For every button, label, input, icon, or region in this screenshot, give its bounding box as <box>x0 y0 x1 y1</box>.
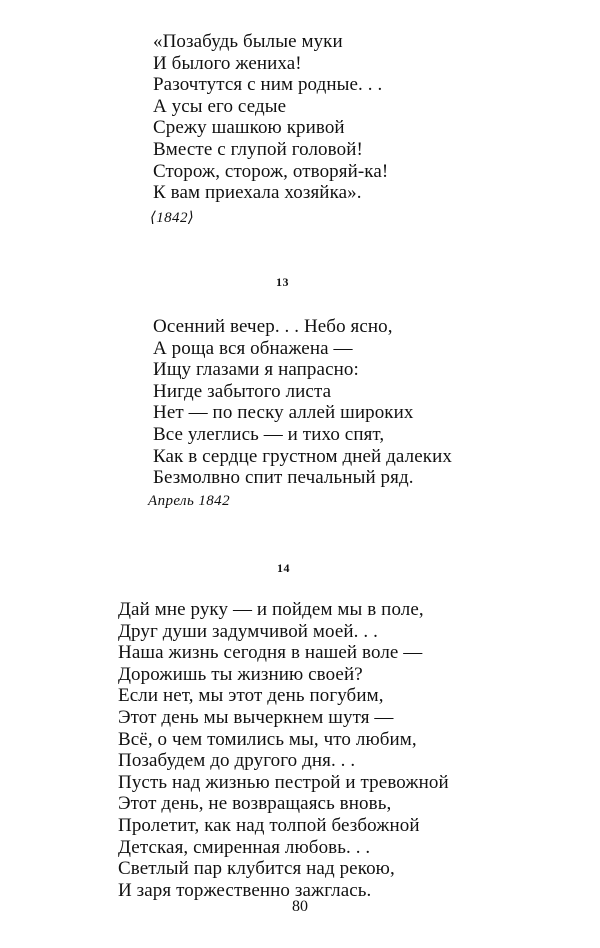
poem-line: Срежу шашкою кривой <box>153 117 345 139</box>
poem-line: Как в сердце грустном дней далеких <box>153 445 452 467</box>
poem-line: Если нет, мы этот день погубим, <box>118 685 384 707</box>
poem-stanza <box>118 599 449 901</box>
poem-line: Пролетит, как над толпой безбожной <box>118 814 420 836</box>
poem-line: Безмолвно спит печальный ряд. <box>153 467 414 489</box>
poem-line: Нет — по песку аллей широких <box>153 402 414 424</box>
poem-line: Наша жизнь сегодня в нашей воле — <box>118 642 423 664</box>
poem-stanza-end <box>153 31 388 204</box>
poem-date: Апрель 1842 <box>148 493 230 509</box>
poem-line: Этот день мы вычеркнем шутя — <box>118 706 394 728</box>
poem-line: Пусть над жизнью пестрой и тревожной <box>118 771 449 793</box>
poem-stanza <box>153 316 452 489</box>
poem-line: И заря торжественно зажглась. <box>118 879 372 901</box>
poem-line: А роща вся обнажена — <box>153 337 353 359</box>
poem-line: Друг души задумчивой моей. . . <box>118 620 378 642</box>
poem-line: Вместе с глупой головой! <box>153 138 363 160</box>
poem-line: Этот день, не возвращаясь вновь, <box>118 793 392 815</box>
poem-line: Детская, смиренная любовь. . . <box>118 836 371 858</box>
poem-line: Светлый пар клубится над рекою, <box>118 858 395 880</box>
poem-line: И былого жениха! <box>153 52 302 74</box>
poem-line: Сторож, сторож, отворяй-ка! <box>153 160 389 182</box>
poem-number: 14 <box>277 561 290 575</box>
poem-number: 13 <box>276 275 289 289</box>
poem-line: Осенний вечер. . . Небо ясно, <box>153 316 393 337</box>
poem-line: К вам приехала хозяйка». <box>153 182 362 204</box>
poem-line: А усы его седые <box>153 95 287 117</box>
poem-line: Дорожишь ты жизнию своей? <box>118 663 363 685</box>
poem-line: Все улеглись — и тихо спят, <box>153 423 385 445</box>
poem-line: «Позабудь былые муки <box>153 31 343 52</box>
poem-line: Нигде забытого листа <box>153 380 332 402</box>
poem-line: Дай мне руку — и пойдем мы в поле, <box>118 599 424 620</box>
poem-date: ⟨1842⟩ <box>150 210 195 226</box>
page-number: 80 <box>292 898 308 915</box>
poem-line: Ищу глазами я напрасно: <box>153 359 359 381</box>
poem-line: Всё, о чем томились мы, что любим, <box>118 728 417 750</box>
poem-line: Разочтутся с ним родные. . . <box>153 74 383 96</box>
poem-line: Позабудем до другого дня. . . <box>118 750 356 772</box>
